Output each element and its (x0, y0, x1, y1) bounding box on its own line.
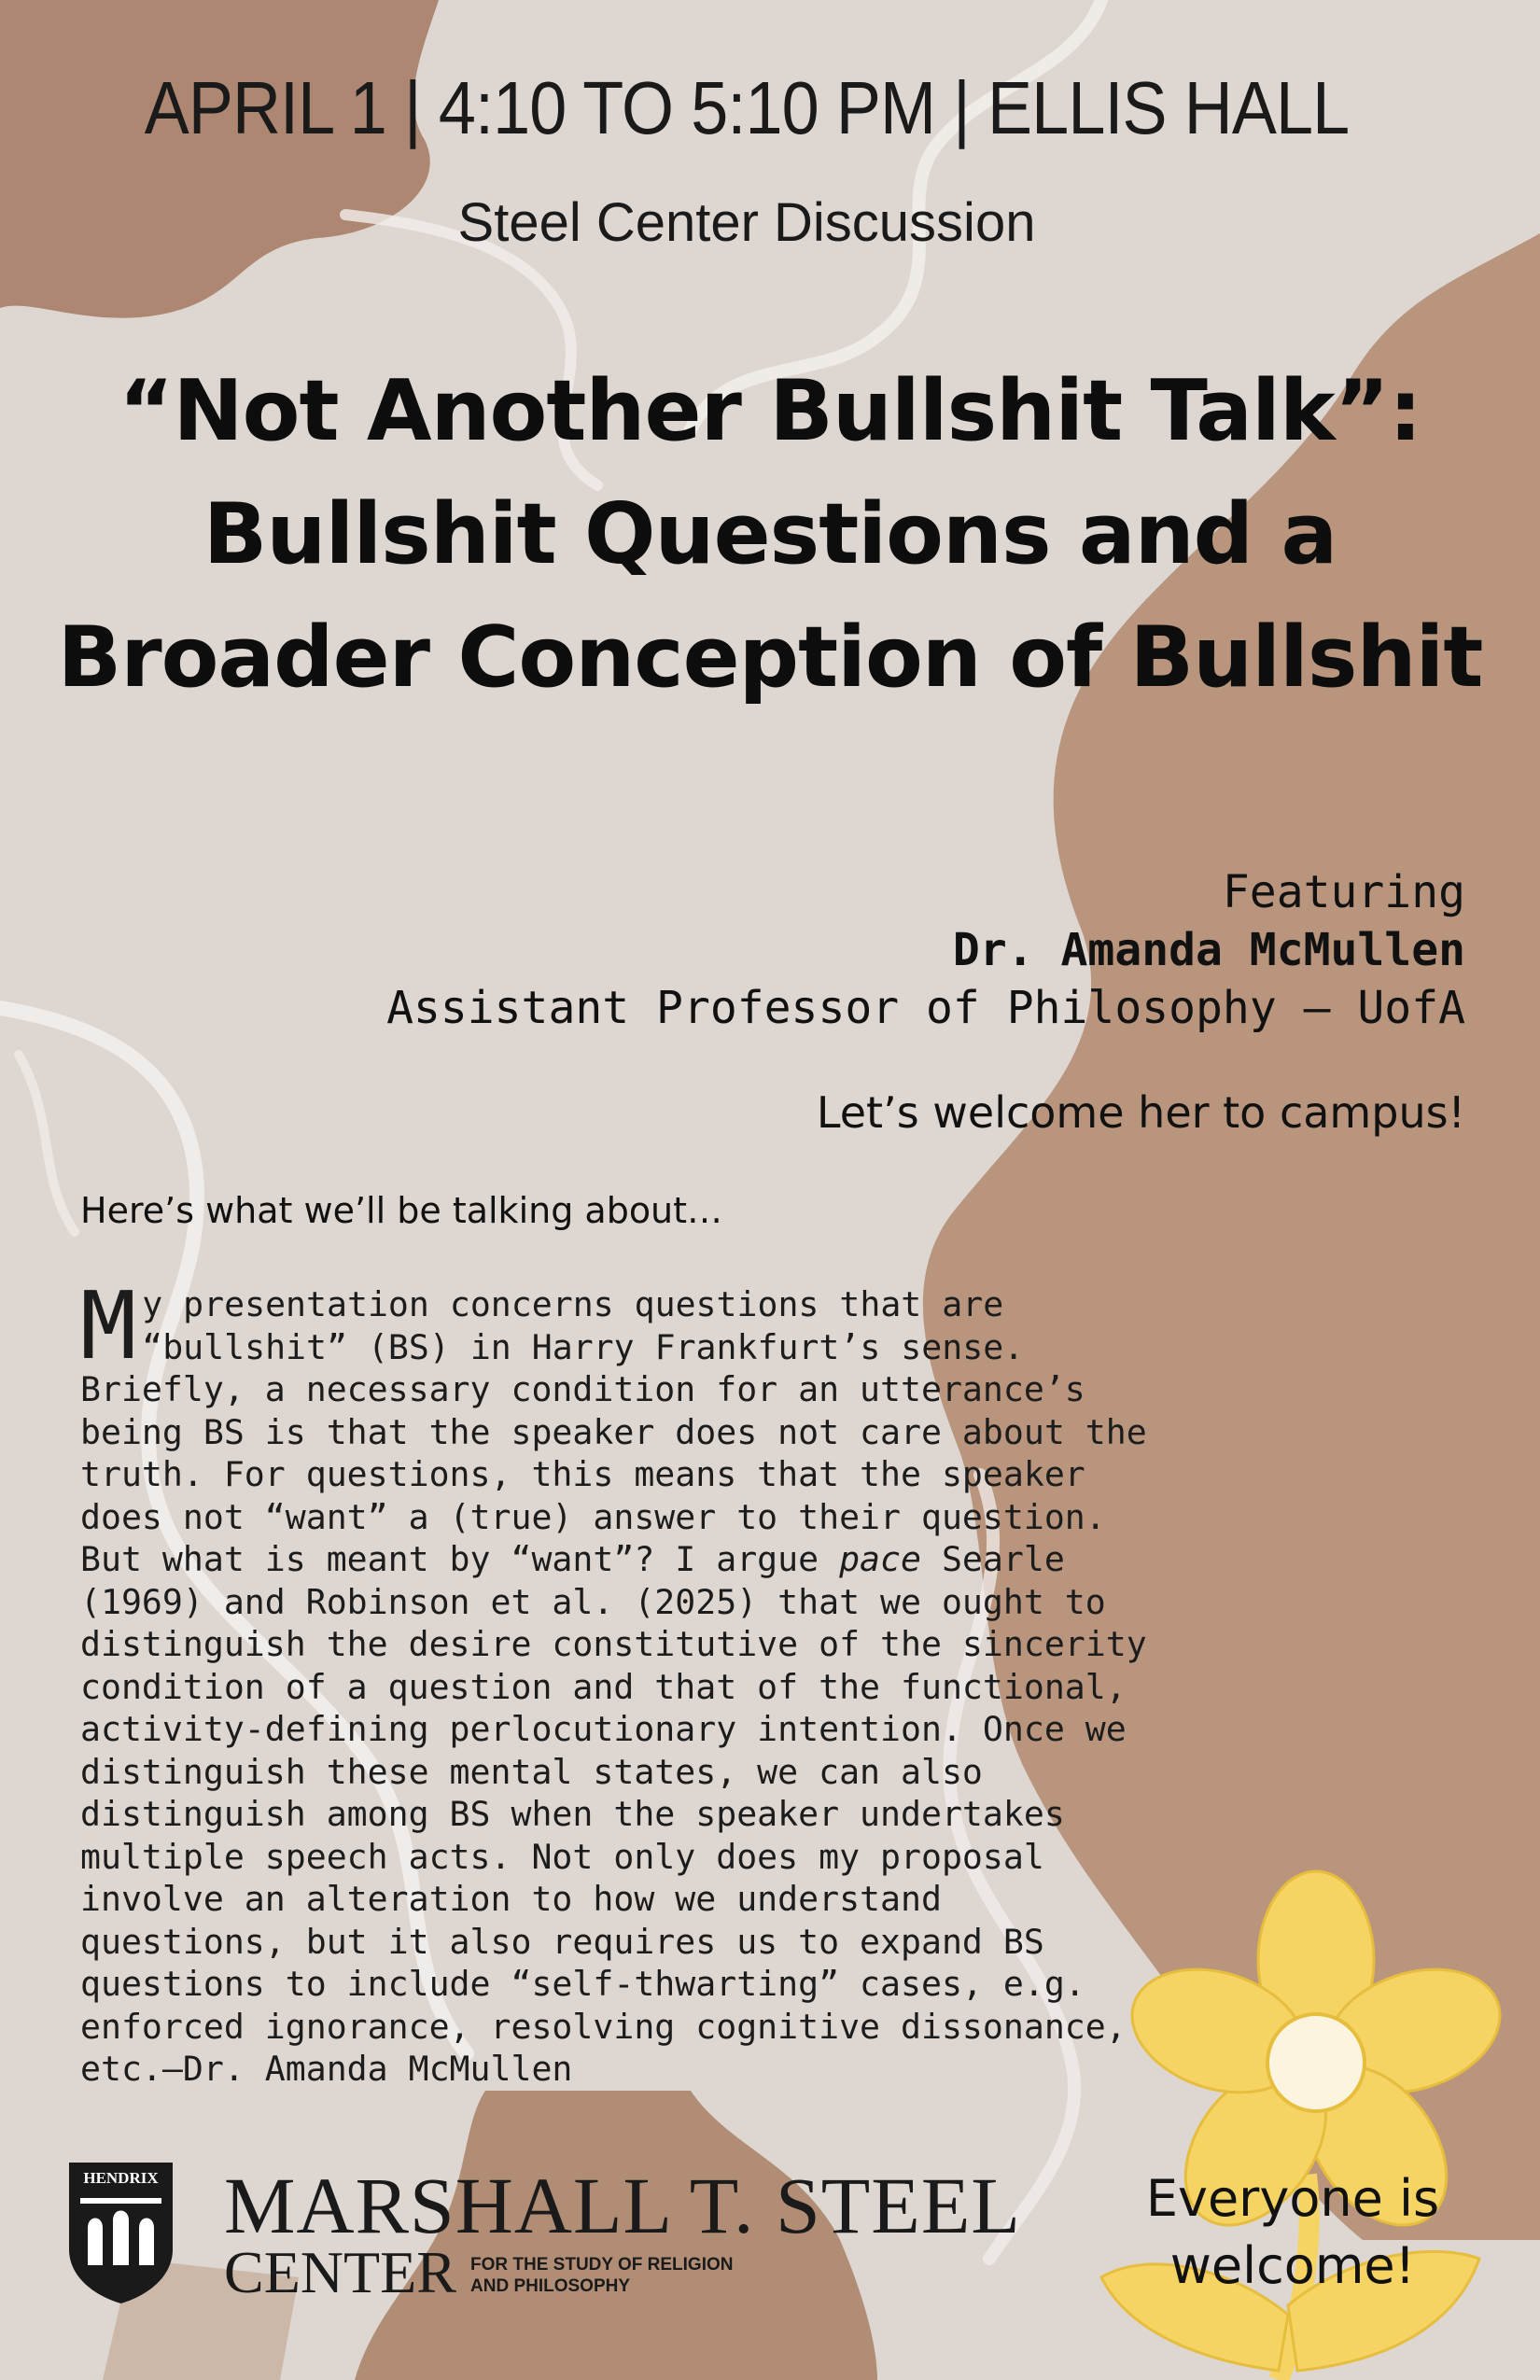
tagline-line-2: AND PHILOSOPHY (470, 2276, 631, 2296)
drop-cap: M (80, 1271, 137, 1380)
title-line-2: Bullshit Questions and a (203, 485, 1337, 583)
abstract-line: But what is meant by “want”? I argue (80, 1539, 840, 1579)
abstract-line: (1969) and Robinson et al. (2025) that we ought to (80, 1581, 1106, 1622)
abstract-line: enforced ignorance, resolving cognitive dissonance, (80, 2006, 1127, 2047)
speaker-name: Dr. Amanda McMullen (952, 924, 1465, 976)
steel-center-logo (67, 2161, 1047, 2310)
tagline-line-1: FOR THE STUDY OF RELIGION (470, 2255, 734, 2275)
welcome-message: Let’s welcome her to campus! (816, 1087, 1465, 1138)
steel-center-word: CENTER (224, 2239, 456, 2305)
abstract-line: questions to include “self-thwarting” cases, e.g. (80, 1964, 1085, 2004)
abstract-italic: pace (839, 1539, 921, 1579)
abstract-line: y presentation concerns questions that are (142, 1284, 1004, 1324)
hendrix-shield-icon (67, 2161, 175, 2305)
everyone-welcome (1111, 2165, 1475, 2300)
abstract-line: Briefly, a necessary condition for an utterance’s (80, 1369, 1085, 1409)
abstract-line: “bullshit” (BS) in Harry Frankfurt’s sense. (142, 1326, 1025, 1367)
speaker-position: Assistant Professor of Philosophy – UofA (386, 982, 1465, 1034)
abstract-line: truth. For questions, this means that the speaker (80, 1454, 1085, 1494)
intro-text: Here’s what we’ll be talking about… (80, 1190, 723, 1231)
abstract-line: etc.—Dr. Amanda McMullen (80, 2049, 573, 2089)
abstract-line: multiple speech acts. Not only does my proposal (80, 1836, 1044, 1877)
abstract-line: distinguish among BS when the speaker undertakes (80, 1794, 1065, 1834)
featuring-label: Featuring (1222, 866, 1465, 918)
talk-title (19, 350, 1521, 720)
abstract-line: activity-defining perlocutionary intention. Once we (80, 1709, 1127, 1749)
steel-center-name: MARSHALL T. STEEL (224, 2161, 1021, 2250)
steel-center-tagline (470, 2254, 734, 2297)
abstract-line: involve an alteration to how we understand (80, 1879, 942, 1919)
abstract-line: condition of a question and that of the functional, (80, 1666, 1127, 1707)
abstract-line: distinguish these mental states, we can also (80, 1751, 983, 1792)
speaker-block (386, 863, 1465, 1037)
abstract-line: Searle (920, 1539, 1065, 1579)
everyone-line-2: welcome! (1169, 2236, 1416, 2295)
everyone-line-1: Everyone is (1145, 2169, 1440, 2228)
abstract-line: questions, but it also requires us to expand BS (80, 1921, 1044, 1962)
event-info-line: APRIL 1 | 4:10 TO 5:10 PM | ELLIS HALL (144, 66, 1350, 149)
abstract-line: does not “want” a (true) answer to their question. (80, 1496, 1106, 1537)
abstract-text (80, 1271, 1294, 2091)
abstract-line: being BS is that the speaker does not care about the (80, 1411, 1147, 1452)
abstract-line: distinguish the desire constitutive of the sincerity (80, 1624, 1147, 1664)
title-line-1: “Not Another Bullshit Talk”: (119, 362, 1421, 460)
series-label: Steel Center Discussion (457, 192, 1036, 253)
shield-text: HENDRIX (83, 2169, 159, 2187)
title-line-3: Broader Conception of Bullshit (57, 609, 1483, 707)
